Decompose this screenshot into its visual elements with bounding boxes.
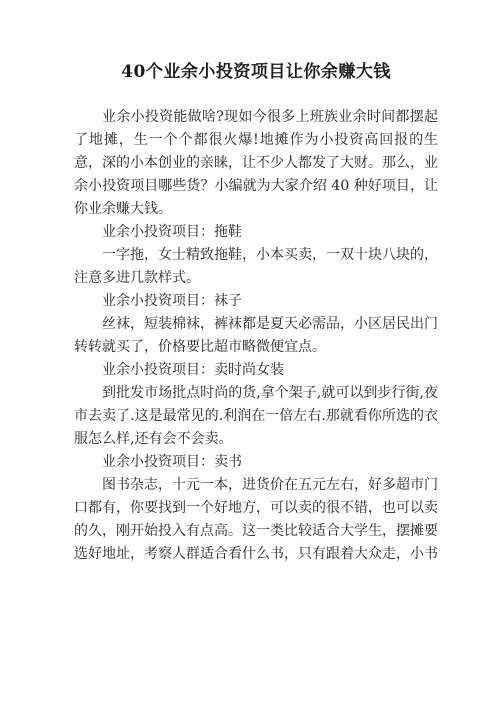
paragraph-socks: 丝袜，短装棉袜，裤袜都是夏天必需品，小区居民出门转转就买了，价格要比超市略微便宜点。 (74, 316, 438, 355)
section-heading-socks: 业余小投资项目：袜子 (102, 293, 242, 309)
paragraph-books: 图书杂志，十元一本，进货价在五元左右，好多超市门口都有，你要找到一个好地方，可以卖的很不错，也可以卖的久，刚开始投入有点高。这一类比较适合大学生，摆摊要选好地址，考察人群适合看什么书，只有跟着大众走，小书 (74, 477, 438, 562)
document-body (74, 106, 438, 566)
paragraph-intro: 业余小投资能做啥?现如今很多上班族业余时间都摆起了地摊，生一个个都很火爆!地摊作为小投资高回报的生意，深的小本创业的亲睐，让不少人都发了大财。那么，业余小投资项目哪些货？小编就为大家介绍 40 种好项目，让你业余赚大钱。 (74, 109, 438, 217)
section-heading-slippers: 业余小投资项目：拖鞋 (102, 224, 242, 240)
paragraph-womens-clothing: 到批发市场批点时尚的货,拿个架子,就可以到步行街,夜市去卖了.这是最常见的.利润在一倍左右.那就看你所选的衣服怎么样,还有会不会卖。 (74, 385, 438, 447)
paragraph-slippers: 一字拖，女士精致拖鞋，小本买卖，一双十块八块的，注意多进几款样式。 (74, 247, 438, 286)
section-heading-books: 业余小投资项目：卖书 (102, 454, 242, 470)
document-title: 40个业余小投资项目让你余赚大钱 (121, 62, 391, 82)
section-heading-womens-clothing: 业余小投资项目：卖时尚女装 (102, 362, 284, 378)
